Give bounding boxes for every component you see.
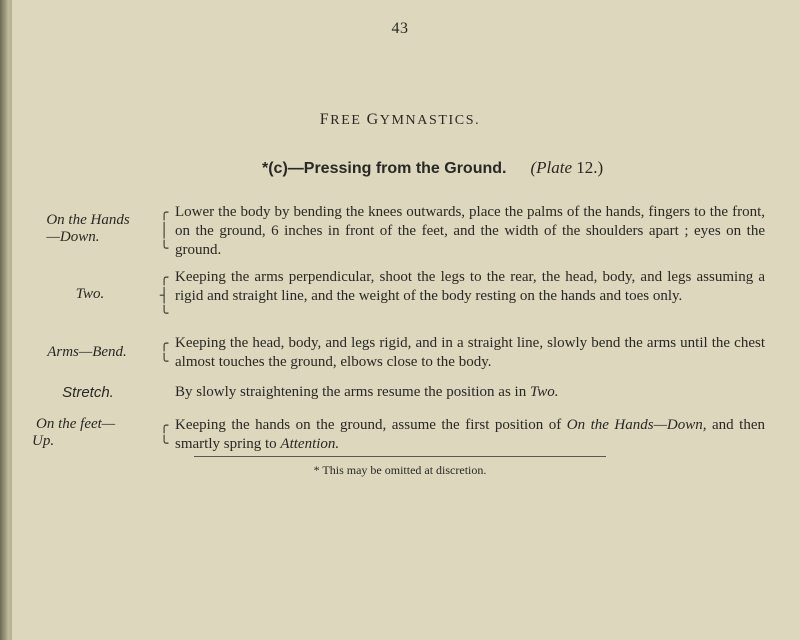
exercise-text [175,383,765,402]
plate-reference-number: 12.) [572,158,604,177]
exercise-label-line: On the Hands [46,212,130,228]
exercise-text: Lower the body by bending the knees outwards, place the palms of the hands, fingers to the front, on the ground, 6 inches in front of the feet, and the width of the shoulders apart ; eyes on the ground. [175,204,765,258]
plate-reference [530,158,603,177]
exercise-label [60,286,120,303]
section-title-rest2: YMNASTICS. [379,113,481,128]
page-binding-shadow [9,0,12,640]
exercise-label [22,344,152,361]
exercise-heading-prefix: *(c)— [262,160,304,177]
section-title [0,111,800,129]
exercise-label-line: On the feet— [36,416,116,432]
exercise-text-part: Keeping the hands on the ground, assume the first position of [175,417,567,433]
plate-reference-label: (Plate [530,158,573,177]
exercise-text-italic: Attention. [280,436,340,452]
exercise-label [22,416,156,450]
exercise-heading-title: Pressing from the Ground. [303,160,507,177]
page-binding-edge [0,0,9,640]
section-title-cap2: G [366,111,380,128]
footnote: * This may be omitted at discretion. [313,463,487,477]
exercise-heading [262,158,603,178]
brace-icon: ╭ ┤ ╰ [160,270,169,322]
exercise-label-line: Up. [32,433,55,449]
brace-icon: ╭ ╰ [160,418,169,452]
exercise-text-italic: Two. [529,384,559,400]
exercise-text [175,416,765,454]
section-title-rest1: REE [330,113,367,128]
exercise-text-part: By slowly straightening the arms resume the position as in [175,384,530,400]
section-title-cap1: F [319,111,331,128]
exercise-label-line: Two. [75,286,105,302]
brace-icon: ╭ ╰ [160,336,169,370]
footnote-divider [194,456,606,457]
exercise-label-line: Stretch. [62,384,114,401]
exercise-text: Keeping the arms perpendicular, shoot the legs to the rear, the head, body, and legs assuming a rigid and straight line, and the weight of the body resting on the hands and toes only. [175,269,765,304]
exercise-label [48,384,128,401]
exercise-label-line: Arms—Bend. [47,344,127,360]
exercise-text-italic: On the Hands—Down, [566,417,707,433]
exercise-text: Keeping the head, body, and legs rigid, and in a straight line, slowly bend the arms until the chest almost touches the ground, elbows close to the body. [175,335,765,370]
page-number: 43 [391,20,409,37]
exercise-text-part: and then smartly spring to [175,417,765,452]
brace-icon: ╭ │ ╰ [160,205,169,257]
exercise-label [18,212,158,246]
exercise-label-line: —Down. [46,229,100,245]
